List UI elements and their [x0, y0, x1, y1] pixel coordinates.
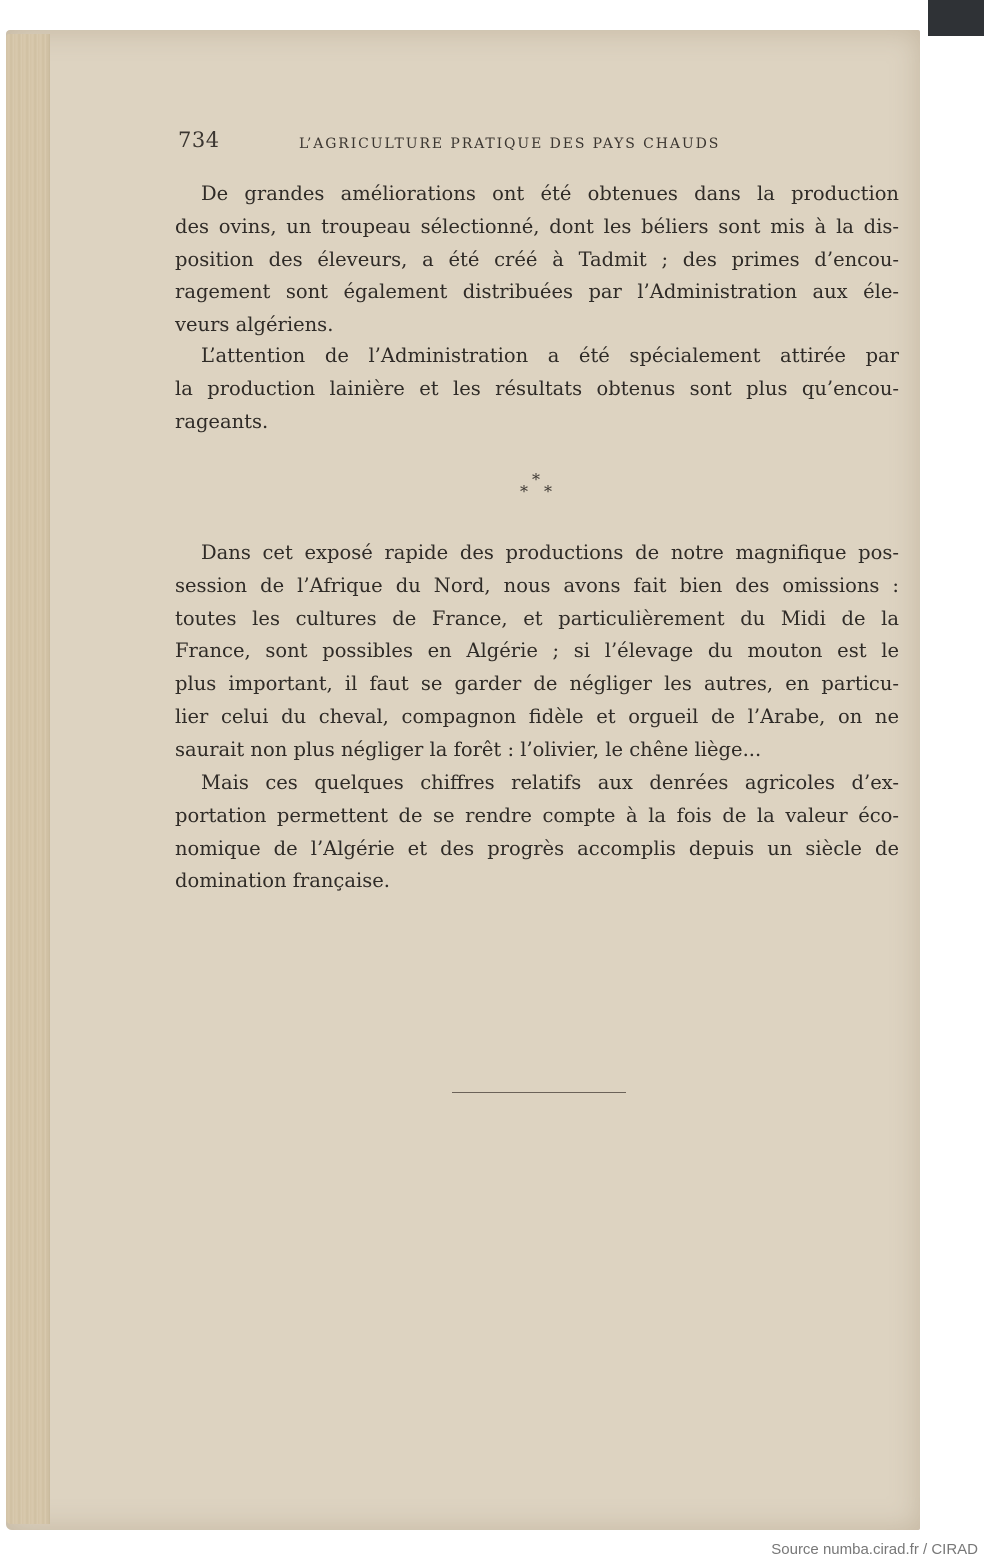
text-line: Mais ces quelques chiffres relatifs aux denrées agricoles d’ex- — [201, 771, 899, 794]
running-title: L’AGRICULTURE PRATIQUE DES PAYS CHAUDS — [299, 136, 721, 152]
asterism-separator — [510, 470, 570, 510]
text-line: lier celui du cheval, compagnon fidèle et orgueil de l’Arabe, on ne — [175, 704, 899, 728]
scanner-background — [928, 0, 984, 36]
text-line: toutes les cultures de France, et particulièrement du Midi de la — [175, 606, 899, 630]
text-line: rageants. — [175, 409, 269, 433]
text-line: L’attention de l’Administration a été spécialement attirée par — [201, 344, 899, 367]
text-line: plus important, il faut se garder de négliger les autres, en particu- — [175, 672, 899, 696]
text-line: De grandes améliorations ont été obtenues dans la production — [201, 182, 899, 205]
paragraph-1 — [175, 178, 899, 342]
text-line: des ovins, un troupeau sélectionné, dont les béliers sont mis à la dis- — [175, 214, 899, 238]
page-stack-edge — [6, 34, 50, 1524]
text-line: Dans cet exposé rapide des productions de notre magnifique pos- — [201, 541, 899, 564]
source-credit: Source numba.cirad.fr / CIRAD — [771, 1541, 978, 1558]
text-line: ragement sont également distribuées par l’Administration aux éle- — [175, 280, 899, 304]
text-line: portation permettent de se rendre compte à la fois de la valeur éco- — [175, 803, 899, 827]
asterism-star: * — [520, 482, 528, 501]
text-line: veurs algériens. — [175, 313, 334, 337]
text-line: saurait non plus négliger la forêt : l’olivier, le chêne liège... — [175, 737, 762, 761]
text-line: domination française. — [175, 869, 390, 893]
text-line: position des éleveurs, a été créé à Tadmit ; des primes d’encou- — [175, 247, 899, 271]
paragraph-3 — [175, 537, 899, 767]
page-number: 734 — [178, 128, 220, 152]
text-line: session de l’Afrique du Nord, nous avons fait bien des omissions : — [175, 573, 899, 597]
text-line: la production lainière et les résultats obtenus sont plus qu’encou- — [175, 376, 899, 400]
paragraph-2 — [175, 340, 899, 438]
text-line: France, sont possibles en Algérie ; si l’élevage du mouton est le — [175, 639, 899, 663]
asterism-star: * — [544, 482, 552, 501]
asterism-star: * — [532, 470, 540, 489]
paragraph-4 — [175, 767, 899, 898]
text-line: nomique de l’Algérie et des progrès accomplis depuis un siècle de — [175, 836, 899, 860]
end-rule — [452, 1092, 626, 1093]
